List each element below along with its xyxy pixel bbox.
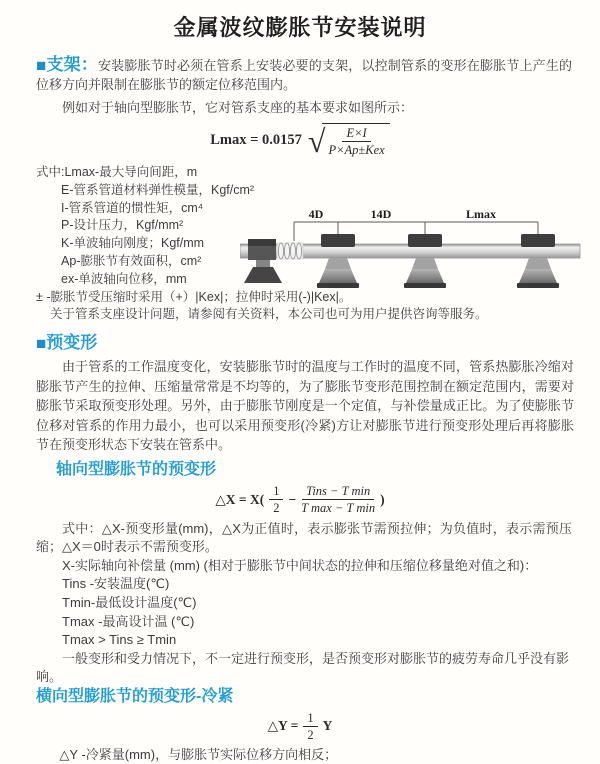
lmax-formula-lhs: Lmax = 0.0157 xyxy=(210,131,302,148)
pipe-support-diagram xyxy=(240,206,596,306)
axial-note-definition: 式中：△X-预变形量(mm)，△X为正值时，表示膨张节需预拉伸；为负值时，表示需预压缩；△X＝0时表示不需预变形。 xyxy=(36,520,572,555)
definition-line: E-管系管道材料弹性模量，Kgf/cm² xyxy=(61,182,255,197)
minus-sign: − xyxy=(288,491,297,507)
predeform-section-heading-row xyxy=(36,332,600,354)
definition-line: P-设计压力，Kgf/mm² xyxy=(61,218,184,233)
document-page xyxy=(0,14,600,763)
blue-square-icon: ■ xyxy=(36,334,47,354)
dim-label-lmax: Lmax xyxy=(466,207,496,221)
dim-label-4d: 4D xyxy=(308,207,324,221)
temperature-fraction-numerator: Tins − T min xyxy=(302,484,374,500)
definition-line: ex-单波轴向位移，mm xyxy=(61,271,187,286)
axial-formula-lhs: △X = X( xyxy=(215,491,265,507)
axial-note-general: 一般变形和受力情况下，不一定进行预变形，是否预变形对膨胀节的疲劳寿命几乎没有影响。 xyxy=(36,650,570,685)
support-section-heading: 支架： xyxy=(46,55,98,74)
axial-note-x: X-实际轴向补偿量 (mm) (相对于膨胀节中间状态的拉伸和压缩位移量绝对值之和)： xyxy=(62,557,538,573)
predeform-section-heading: 预变形 xyxy=(46,333,98,353)
lateral-note: △Y -冷紧量(mm)，与膨胀节实际位移方向相反； xyxy=(59,747,338,763)
bellows-section xyxy=(277,243,303,259)
guide-support-3 xyxy=(517,234,559,288)
lateral-formula xyxy=(0,709,600,743)
lateral-formula-rhs: Y xyxy=(322,718,333,734)
axial-notes-block xyxy=(36,520,572,687)
temperature-fraction-denominator: T max − T min xyxy=(301,501,376,516)
definition-line: 关于管系支座设计问题，请参阅有关资料，本公司也可为用户提供咨询等服务。 xyxy=(50,307,488,322)
temp-line-tins: Tins -安装温度(℃) xyxy=(62,576,170,592)
definition-line: Ap-膨胀节有效面积，cm² xyxy=(61,253,202,268)
axial-formula-close-paren: ) xyxy=(380,491,385,507)
support-section-paragraph xyxy=(36,55,572,94)
lmax-fraction xyxy=(328,126,384,157)
definition-line: 式中:Lmax-最大导向间距，m xyxy=(36,165,198,179)
lmax-formula xyxy=(0,120,600,160)
definition-line: I-管系管道的惯性矩，cm⁴ xyxy=(61,200,204,215)
lmax-fraction-numerator: E×I xyxy=(342,126,370,142)
definition-line: ± -膨胀节受压缩时采用（+）|Kex|；拉伸时采用(-)|Kex|。 xyxy=(36,289,352,304)
half-fraction-numerator: 1 xyxy=(269,484,283,500)
half-fraction-denominator: 2 xyxy=(273,501,280,516)
sqrt-radical xyxy=(308,123,390,157)
half-fraction-denominator: 2 xyxy=(307,727,314,742)
half-fraction xyxy=(269,484,283,515)
sqrt-radicand xyxy=(322,123,389,157)
lmax-fraction-denominator: P×Ap±Kex xyxy=(328,143,385,157)
temp-line-tmin: Tmin-最低设计温度(℃) xyxy=(62,595,197,611)
temp-inequality: Tmax > Tins ≥ Tmin xyxy=(62,632,177,648)
guide-support-2 xyxy=(404,234,446,288)
predeform-paragraph: 由于管系的工作温度变化，安装膨胀节时的温度与工作时的温度不同，管系热膨胀冷缩对膨胀节产生的拉伸、压缩量常常是不均等的，为了膨胀节变形范围控制在额定范围内，需要对膨胀节采取预变形处理。另外，由于膨胀节刚度是一个定值，与补偿量成正比。为了使膨胀节位移对管系的作用力最小，也可以采用预变形(冷紧)方让对膨胀节进行预变形处理后再将膨胀节在预变形状态下安装在管系中。 xyxy=(36,359,574,453)
axial-formula xyxy=(0,482,600,518)
blue-square-icon: ■ xyxy=(36,56,47,75)
guide-support-1 xyxy=(317,234,359,288)
axial-subheading: 轴向型膨胀节的预变形 xyxy=(56,460,217,478)
dim-label-14d: 14D xyxy=(370,207,392,221)
page-title: 金属波纹膨胀节安装说明 xyxy=(173,15,427,40)
lateral-formula-lhs: △Y = xyxy=(267,718,299,734)
support-intro-text: 安装膨胀节时必须在管系上安装必要的支架，以控制管系的变形在膨胀节上产生的位移方向并限制在膨胀节的额定位移范围内。 xyxy=(36,58,572,92)
half-fraction-numerator: 1 xyxy=(303,711,317,727)
definition-line: K-单波轴向刚度；Kgf/mm xyxy=(61,236,205,251)
support-example-line: 例如对于轴向型膨胀节，它对管系支座的基本要求如图所示： xyxy=(62,100,414,115)
temp-line-tmax: Tmax -最高设计温 (℃) xyxy=(62,613,195,629)
sqrt-symbol-icon: √ xyxy=(307,123,326,159)
lateral-subheading: 横向型膨胀节的预变形-冷紧 xyxy=(36,688,234,706)
temperature-fraction xyxy=(301,484,375,515)
